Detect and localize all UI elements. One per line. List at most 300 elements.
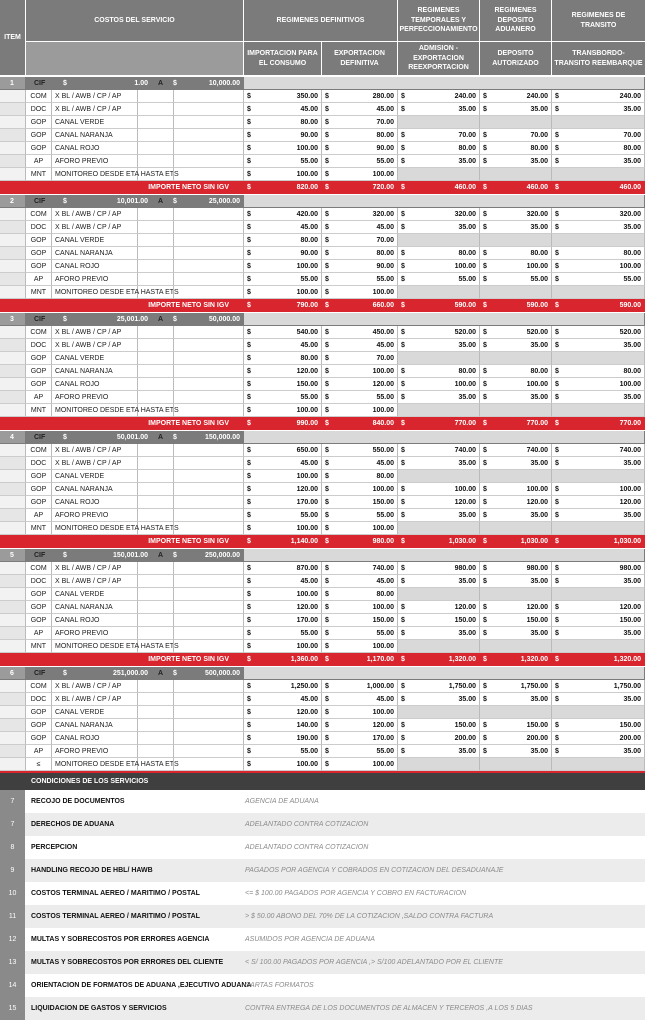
price-cell <box>552 496 645 509</box>
service-description <box>52 745 138 758</box>
table-row <box>0 404 645 417</box>
cell-text: 10,000.00 <box>208 79 240 87</box>
total-cell <box>244 181 322 194</box>
condition-label: ORIENTACION DE FORMATOS DE ADUANA ,EJECUTIVO ADUANA <box>31 982 252 989</box>
blank-cell <box>174 221 244 234</box>
currency-symbol: $ <box>247 105 251 113</box>
cell-text: 70.00 <box>376 354 394 362</box>
cell-text: 100.00 <box>372 708 394 716</box>
table-row <box>0 234 645 247</box>
blank-cell <box>138 575 174 588</box>
currency-symbol: $ <box>555 367 559 375</box>
currency-symbol: $ <box>247 236 251 244</box>
cell-text: GOP <box>30 485 47 493</box>
cell-text: 80.00 <box>376 249 394 257</box>
currency-symbol: $ <box>325 511 329 519</box>
condition-number: 12 <box>0 928 25 951</box>
cell-text: 150.00 <box>372 616 394 624</box>
currency-symbol: $ <box>247 747 251 755</box>
table-row <box>0 142 645 155</box>
item-cell <box>0 391 26 404</box>
price-cell <box>552 457 645 470</box>
cell-text: CANAL VERDE <box>55 236 105 244</box>
table-row <box>0 286 645 299</box>
cell-text: GOP <box>30 708 47 716</box>
cif-blank <box>244 77 645 90</box>
service-code <box>26 168 52 181</box>
cell-text: 1.00 <box>134 79 148 87</box>
price-cell <box>244 286 322 299</box>
price-cell <box>552 509 645 522</box>
cell-text: 45.00 <box>300 105 318 113</box>
currency-symbol: $ <box>483 131 487 139</box>
cif-from <box>60 431 152 444</box>
header-importacion: IMPORTACION PARA EL CONSUMO <box>244 42 322 76</box>
total-cell <box>552 535 645 548</box>
price-cell <box>480 758 552 771</box>
currency-symbol: $ <box>401 275 405 283</box>
price-cell <box>552 758 645 771</box>
cell-text: 100.00 <box>372 367 394 375</box>
service-code <box>26 588 52 601</box>
price-cell <box>244 116 322 129</box>
table-row <box>0 326 645 339</box>
price-cell <box>552 732 645 745</box>
total-row <box>0 417 645 430</box>
price-cell <box>552 286 645 299</box>
header-costos-blank <box>26 42 244 76</box>
currency-symbol: $ <box>325 406 329 414</box>
currency-symbol: $ <box>483 459 487 467</box>
price-cell <box>244 444 322 457</box>
cell-text: MNT <box>30 406 47 414</box>
cell-text: DOC <box>30 223 47 231</box>
cell-text: GOP <box>30 131 47 139</box>
total-cell <box>398 653 480 666</box>
cell-text: 55.00 <box>376 629 394 637</box>
currency-symbol: $ <box>325 262 329 270</box>
cell-text: 55.00 <box>376 393 394 401</box>
cell-text: 740.00 <box>619 446 641 454</box>
total-cell <box>552 299 645 312</box>
currency-symbol: $ <box>483 223 487 231</box>
cif-label <box>26 195 60 208</box>
table-row <box>0 693 645 706</box>
cell-text: 770.00 <box>619 419 641 427</box>
cell-text: IMPORTE NETO SIN IGV <box>148 655 229 663</box>
service-description <box>52 208 138 221</box>
cell-text: 55.00 <box>300 157 318 165</box>
cell-text: 100.00 <box>526 380 548 388</box>
price-cell <box>398 352 480 365</box>
price-cell <box>322 627 398 640</box>
cell-text: 35.00 <box>530 695 548 703</box>
cell-text: 80.00 <box>300 236 318 244</box>
price-cell <box>322 90 398 103</box>
currency-symbol: $ <box>483 498 487 506</box>
service-description <box>52 522 179 535</box>
price-cell <box>480 168 552 181</box>
cell-text: 1,140.00 <box>290 537 318 545</box>
currency-symbol: $ <box>401 131 405 139</box>
cell-text: 770.00 <box>454 419 476 427</box>
price-cell <box>552 575 645 588</box>
cell-text: 55.00 <box>300 275 318 283</box>
cell-text: 720.00 <box>372 183 394 191</box>
price-cell <box>244 273 322 286</box>
currency-symbol: $ <box>247 170 251 178</box>
cell-text: 70.00 <box>623 131 641 139</box>
cell-text: AFORO PREVIO <box>55 511 109 519</box>
currency-symbol: $ <box>555 131 559 139</box>
price-cell <box>552 640 645 653</box>
cell-text: 460.00 <box>454 183 476 191</box>
cell-text: 35.00 <box>458 577 476 585</box>
price-cell <box>244 706 322 719</box>
table-row <box>0 457 645 470</box>
cif-label <box>26 667 60 680</box>
cif-label <box>26 313 60 326</box>
price-cell <box>552 116 645 129</box>
cell-text: 1,250.00 <box>290 682 318 690</box>
blank-cell <box>138 562 174 575</box>
price-cell <box>552 404 645 417</box>
currency-symbol: $ <box>247 577 251 585</box>
condition-value: <= $ 100.00 PAGADOS POR AGENCIA Y COBRO EN FACTURACION <box>245 890 467 897</box>
price-cell <box>244 719 322 732</box>
cell-text: CIF <box>34 551 46 559</box>
cell-text: 500,000.00 <box>204 669 240 677</box>
service-code <box>26 601 52 614</box>
cell-text: 55.00 <box>530 275 548 283</box>
currency-symbol: $ <box>555 92 559 100</box>
service-description <box>52 168 179 181</box>
price-cell <box>244 378 322 391</box>
cell-text: 150.00 <box>372 498 394 506</box>
cell-text: COM <box>30 682 47 690</box>
condition-label: HANDLING RECOJO DE HBL/ HAWB <box>31 867 153 874</box>
cell-text: 80.00 <box>300 354 318 362</box>
currency-symbol: $ <box>173 433 177 441</box>
price-cell <box>480 562 552 575</box>
currency-symbol: $ <box>247 459 251 467</box>
cell-text: 790.00 <box>296 301 318 309</box>
total-cell <box>480 299 552 312</box>
price-cell <box>480 404 552 417</box>
currency-symbol: $ <box>555 655 559 663</box>
price-cell <box>322 444 398 457</box>
item-cell <box>0 247 26 260</box>
cell-text: 55.00 <box>300 393 318 401</box>
cell-text: 80.00 <box>458 367 476 375</box>
currency-symbol: $ <box>401 721 405 729</box>
price-cell <box>244 234 322 247</box>
total-row <box>0 535 645 548</box>
currency-symbol: $ <box>325 734 329 742</box>
currency-symbol: $ <box>401 511 405 519</box>
cell-text: AP <box>33 629 44 637</box>
cell-text: 35.00 <box>530 157 548 165</box>
currency-symbol: $ <box>325 354 329 362</box>
currency-symbol: $ <box>247 380 251 388</box>
currency-symbol: $ <box>483 393 487 401</box>
service-description <box>52 601 138 614</box>
price-cell <box>480 457 552 470</box>
total-cell <box>244 535 322 548</box>
cell-text: 1,030.00 <box>520 537 548 545</box>
cell-text: 25,000.00 <box>208 197 240 205</box>
cell-text: 45.00 <box>300 223 318 231</box>
condition-number: 11 <box>0 905 25 928</box>
price-cell <box>322 247 398 260</box>
price-cell <box>480 470 552 483</box>
currency-symbol: $ <box>325 642 329 650</box>
service-description <box>52 562 138 575</box>
currency-symbol: $ <box>483 210 487 218</box>
cell-text: 540.00 <box>296 328 318 336</box>
item-number <box>0 667 26 680</box>
table-row <box>0 575 645 588</box>
cell-text: MONITOREO DESDE ETA HASTA ETS <box>55 524 179 532</box>
blank-cell <box>138 129 174 142</box>
price-cell <box>480 339 552 352</box>
cell-text: 45.00 <box>300 341 318 349</box>
header-exportacion: EXPORTACION DEFINITIVA <box>322 42 398 76</box>
currency-symbol: $ <box>401 328 405 336</box>
cell-text: 80.00 <box>458 144 476 152</box>
table-row <box>0 103 645 116</box>
service-code <box>26 562 52 575</box>
currency-symbol: $ <box>483 734 487 742</box>
blank-cell <box>174 562 244 575</box>
price-cell <box>244 732 322 745</box>
cell-text: GOP <box>30 721 47 729</box>
cell-text: IMPORTE NETO SIN IGV <box>148 419 229 427</box>
price-cell <box>552 273 645 286</box>
cell-text: CANAL ROJO <box>55 380 100 388</box>
price-cell <box>480 90 552 103</box>
currency-symbol: $ <box>401 498 405 506</box>
table-row <box>0 745 645 758</box>
cell-text: MONITOREO DESDE ETA HASTA ETS <box>55 288 179 296</box>
price-cell <box>398 640 480 653</box>
price-cell <box>244 326 322 339</box>
cell-text: CANAL VERDE <box>55 708 105 716</box>
currency-symbol: $ <box>247 275 251 283</box>
currency-symbol: $ <box>247 393 251 401</box>
blank-cell <box>138 457 174 470</box>
blank-cell <box>174 627 244 640</box>
price-cell <box>480 155 552 168</box>
price-cell <box>480 142 552 155</box>
cell-text: X BL / AWB / CP / AP <box>55 459 122 467</box>
cell-text: 450.00 <box>372 328 394 336</box>
price-cell <box>398 496 480 509</box>
cell-text: AP <box>33 157 44 165</box>
cell-text: X BL / AWB / CP / AP <box>55 341 122 349</box>
currency-symbol: $ <box>401 485 405 493</box>
cif-to <box>170 431 244 444</box>
price-cell <box>480 116 552 129</box>
service-code <box>26 208 52 221</box>
price-cell <box>398 588 480 601</box>
currency-symbol: $ <box>247 695 251 703</box>
service-code <box>26 339 52 352</box>
condition-number: 8 <box>0 836 25 859</box>
currency-symbol: $ <box>555 603 559 611</box>
price-cell <box>480 221 552 234</box>
currency-symbol: $ <box>325 485 329 493</box>
price-cell <box>480 391 552 404</box>
currency-symbol: $ <box>483 157 487 165</box>
cif-a <box>152 195 170 208</box>
cell-text: CANAL VERDE <box>55 354 105 362</box>
price-cell <box>398 601 480 614</box>
cell-text: 200.00 <box>526 734 548 742</box>
blank-cell <box>174 680 244 693</box>
cif-label <box>26 77 60 90</box>
cell-text: 120.00 <box>619 498 641 506</box>
condition-value: AGENCIA DE ADUANA <box>245 798 319 805</box>
cell-text: X BL / AWB / CP / AP <box>55 210 122 218</box>
cif-from <box>60 667 152 680</box>
currency-symbol: $ <box>401 249 405 257</box>
currency-symbol: $ <box>555 275 559 283</box>
cell-text: CANAL ROJO <box>55 734 100 742</box>
currency-symbol: $ <box>173 315 177 323</box>
cell-text: 120.00 <box>454 498 476 506</box>
table-row <box>0 640 645 653</box>
item-cell <box>0 326 26 339</box>
price-cell <box>398 273 480 286</box>
price-cell <box>480 680 552 693</box>
currency-symbol: $ <box>173 669 177 677</box>
cell-text: 4 <box>10 433 14 441</box>
cell-text: 100.00 <box>454 380 476 388</box>
cell-text: AFORO PREVIO <box>55 747 109 755</box>
cif-range-row <box>0 313 645 326</box>
currency-symbol: $ <box>555 301 559 309</box>
cell-text: GOP <box>30 144 47 152</box>
cell-text: 1,320.00 <box>520 655 548 663</box>
item-cell <box>0 588 26 601</box>
price-cell <box>398 365 480 378</box>
condition-value: ASUMIDOS POR AGENCIA DE ADUANA <box>245 936 375 943</box>
cell-text: 70.00 <box>376 236 394 244</box>
item-cell <box>0 483 26 496</box>
price-cell <box>398 627 480 640</box>
currency-symbol: $ <box>325 275 329 283</box>
service-description <box>52 391 138 404</box>
total-cell <box>244 299 322 312</box>
price-cell <box>398 247 480 260</box>
currency-symbol: $ <box>555 210 559 218</box>
currency-symbol: $ <box>247 590 251 598</box>
blank-cell <box>138 588 174 601</box>
cell-text: 320.00 <box>526 210 548 218</box>
cell-text: COM <box>30 92 47 100</box>
cell-text: CIF <box>34 433 46 441</box>
currency-symbol: $ <box>483 367 487 375</box>
cif-from <box>60 77 152 90</box>
currency-symbol: $ <box>325 629 329 637</box>
total-row <box>0 299 645 312</box>
cell-text: A <box>157 551 164 559</box>
condition-row <box>0 882 645 905</box>
cell-text: 35.00 <box>530 629 548 637</box>
currency-symbol: $ <box>401 682 405 690</box>
cif-range-row <box>0 195 645 208</box>
condition-number: 7 <box>0 790 25 813</box>
cell-text: 240.00 <box>454 92 476 100</box>
cell-text: 35.00 <box>530 577 548 585</box>
currency-symbol: $ <box>483 328 487 336</box>
service-code <box>26 404 52 417</box>
cell-text: 50,001.00 <box>116 433 148 441</box>
currency-symbol: $ <box>555 157 559 165</box>
service-code <box>26 221 52 234</box>
price-cell <box>244 260 322 273</box>
price-cell <box>480 601 552 614</box>
price-cell <box>480 640 552 653</box>
price-cell <box>322 522 398 535</box>
service-code <box>26 247 52 260</box>
cell-text: 35.00 <box>458 629 476 637</box>
cell-text: 90.00 <box>376 144 394 152</box>
cell-text: 100.00 <box>372 760 394 768</box>
item-cell <box>0 640 26 653</box>
price-cell <box>398 745 480 758</box>
cell-text: 590.00 <box>526 301 548 309</box>
cell-text: 200.00 <box>619 734 641 742</box>
currency-symbol: $ <box>247 682 251 690</box>
blank-cell <box>138 234 174 247</box>
blank-cell <box>174 509 244 522</box>
cell-text: GOP <box>30 603 47 611</box>
blank-cell <box>174 208 244 221</box>
cell-text: 1,030.00 <box>613 537 641 545</box>
price-cell <box>398 457 480 470</box>
currency-symbol: $ <box>483 341 487 349</box>
cell-text: 80.00 <box>623 367 641 375</box>
service-code <box>26 575 52 588</box>
price-cell <box>244 90 322 103</box>
cell-text: CIF <box>34 197 46 205</box>
cell-text: 35.00 <box>458 695 476 703</box>
currency-symbol: $ <box>325 682 329 690</box>
service-code <box>26 706 52 719</box>
cell-text: 80.00 <box>530 249 548 257</box>
table-row <box>0 522 645 535</box>
price-cell <box>480 378 552 391</box>
table-row <box>0 614 645 627</box>
currency-symbol: $ <box>555 341 559 349</box>
cell-text: CANAL NARANJA <box>55 603 113 611</box>
price-cell <box>322 391 398 404</box>
price-cell <box>552 129 645 142</box>
price-cell <box>244 483 322 496</box>
cell-text: A <box>157 669 164 677</box>
cell-text: 170.00 <box>372 734 394 742</box>
table-row <box>0 221 645 234</box>
cell-text: IMPORTE NETO SIN IGV <box>148 301 229 309</box>
cell-text: 50,000.00 <box>208 315 240 323</box>
price-cell <box>552 483 645 496</box>
price-cell <box>398 168 480 181</box>
cell-text: CANAL ROJO <box>55 616 100 624</box>
cell-text: 120.00 <box>526 498 548 506</box>
currency-symbol: $ <box>401 393 405 401</box>
